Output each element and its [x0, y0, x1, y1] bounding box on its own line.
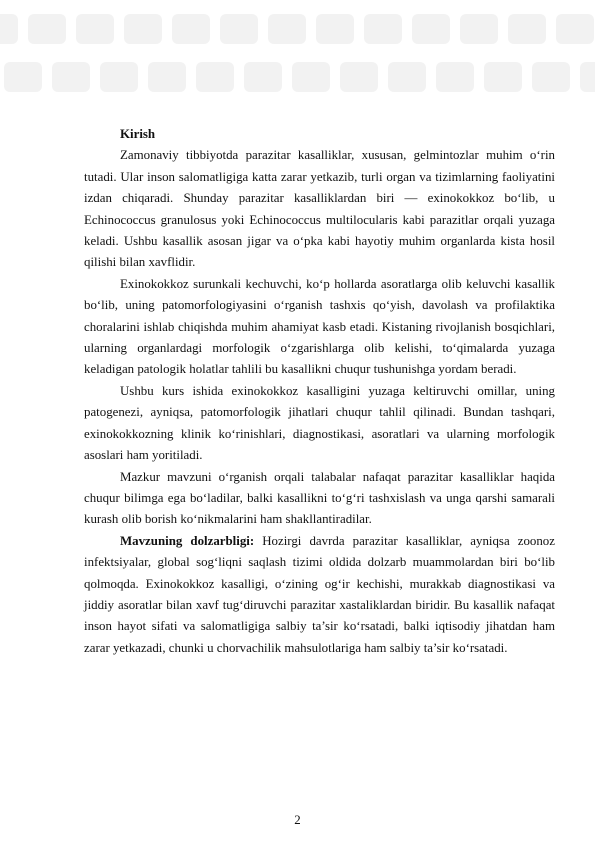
paragraph-2	[84, 274, 555, 381]
paragraph-4	[84, 467, 555, 531]
paragraph-text: Exinokokkoz surunkali kechuvchi, ko‘p hollarda asoratlarga olib keluvchi kasallik bo‘lib, uning patomorfologiyasini o‘rganish tashxis qo‘yish, davolash va profilaktika choralarini ishlab chiqishda muhim ahamiyat kasb etadi. Kistaning rivojlanish bosqichlari, ularning organlardagi morfologik o‘zgarishlarga olib kelishi, to‘qimalarda yuzaga keladigan patologik holatlar tahlili bu kasallikni chuqur tushunishga yordam beradi.	[84, 276, 555, 377]
paragraph-lead: Mavzuning dolzarbligi:	[120, 533, 255, 548]
paragraph-text: Ushbu kurs ishida exinokokkoz kasalligini yuzaga keltiruvchi omillar, uning patogenezi, ayniqsa, patomorfologik jihatlari chuqur tahlil qilinadi. Bundan tashqari, exinokokkozning klinik ko‘rinishlari, diagnostikasi, asoratlari va ularning morfologik asoslari ham yoritiladi.	[84, 383, 555, 463]
paragraph-text: Zamonaviy tibbiyotda parazitar kasalliklar, xususan, gelmintozlar muhim o‘rin tutadi. Ular inson salomatligiga katta zarar yetkazib, turli organ va tizimlarning faoliyatini izdan chiqaradi. Shunday parazitar kasalliklardan biri — exinokokkoz bo‘lib, u Echinococcus granulosus yoki Echinococcus multilocularis kabi parazitlar orqali yuzaga keladi. Ushbu kasallik asosan jigar va o‘pka kabi hayotiy muhim organlarda kista hosil qilishi bilan xavflidir.	[84, 148, 555, 270]
watermark-row	[0, 14, 595, 44]
paragraph-5	[84, 531, 555, 659]
paragraph-1	[84, 145, 555, 273]
document-body	[84, 124, 555, 659]
watermark-pattern	[0, 0, 595, 130]
paragraph-3	[84, 381, 555, 467]
paragraph-text: Hozirgi davrda parazitar kasalliklar, ayniqsa zoonoz infektsiyalar, global sog‘liqni saqlash tizimi oldida dolzarb muammolardan biri bo‘lib qolmoqda. Exinokokkoz kasalligi, o‘zining og‘ir kechishi, murakkab diagnostikasi va jiddiy asoratlar bilan xavf tug‘diruvchi parazitar xastaliklardan biridir. Bu kasallik nafaqat inson hayot sifati va salomatligiga salbiy ta’sir ko‘rsatadi, balki iqtisodiy jihatdan ham zarar yetkazadi, chunki u chorvachilik mahsulotlariga ham salbiy ta’sir ko‘rsatadi.	[84, 533, 555, 655]
watermark-row	[4, 62, 595, 92]
page-number: 2	[294, 813, 301, 827]
paragraph-text: Mazkur mavzuni o‘rganish orqali talabalar nafaqat parazitar kasalliklar haqida chuqur bilimga ega bo‘ladilar, balki kasallikni to‘g‘ri tashxislash va unga qarshi samarali kurash olib borish ko‘nikmalarini ham shakllantiradilar.	[84, 469, 555, 527]
section-heading: Kirish	[120, 127, 156, 141]
